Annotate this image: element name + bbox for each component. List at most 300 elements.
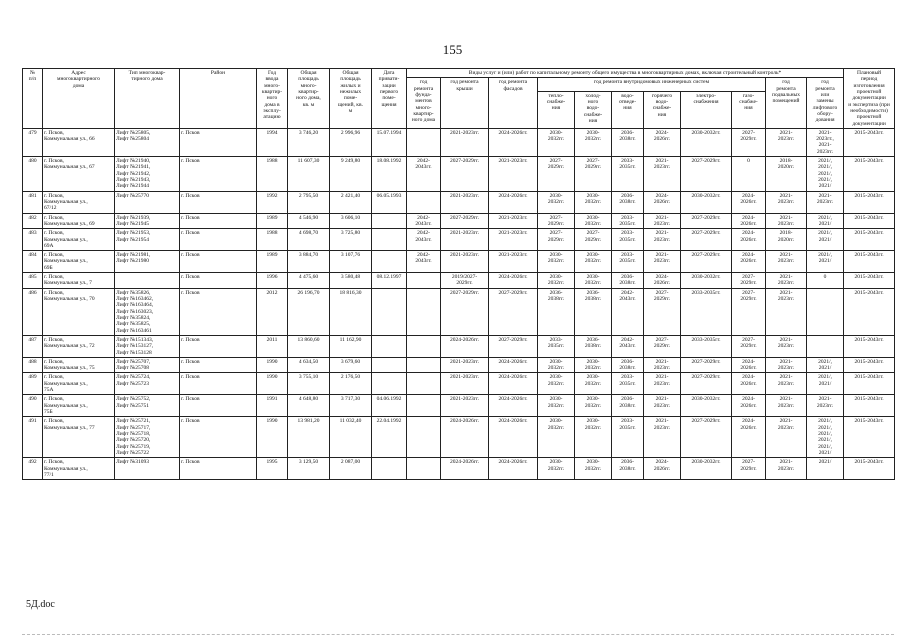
hot-water-cell: 2021- 2023гг. [644,357,681,373]
header-type: Тип многоквар- тирного дома [115,69,180,129]
row-number: 487 [23,335,43,357]
address-cell: г. Псков, Коммунальная ул., 75Б [43,395,115,417]
row-number: 492 [23,458,43,480]
year-built-cell: 1992 [257,191,288,213]
row-number: 491 [23,417,43,458]
district-cell: г. Псков [180,373,257,395]
hot-water-cell: 2021- 2023гг. [644,213,681,229]
year-built-cell: 1988 [257,229,288,251]
hot-water-cell: 2021- 2023гг. [644,157,681,192]
electric-cell: 2030-2032гг. [681,128,732,156]
basement-cell: 2018- 2020гг. [766,229,807,251]
table-row [23,229,895,251]
foundation-cell [407,335,441,357]
facade-cell: 2027-2029гг. [489,335,538,357]
foundation-cell [407,273,441,289]
elevator-cell [807,335,844,357]
roof-cell: 2021-2023гг. [441,251,489,273]
roof-cell: 2027-2029гг. [441,288,489,335]
district-cell: г. Псков [180,458,257,480]
row-number: 480 [23,157,43,192]
page-number: 155 [442,42,463,57]
year-built-cell: 1991 [257,395,288,417]
header-elevator: год ремонта или замены лифтового обору- дования [807,78,844,129]
elevator-cell [807,288,844,335]
privatization-date-cell: 15.07.1994 [372,128,407,156]
roof-cell: 2021-2023гг. [441,373,489,395]
privatization-date-cell [372,251,407,273]
roof-cell: 2024-2026гг. [441,458,489,480]
gas-cell: 2024- 2026гг. [732,251,766,273]
total-area-cell: 13 860,60 [288,335,330,357]
living-area-cell: 3 580,48 [330,273,372,289]
year-built-cell: 1988 [257,157,288,192]
total-area-cell: 4 648,80 [288,395,330,417]
basement-cell: 2021- 2023гг. [766,128,807,156]
gas-cell: 2027- 2029гг. [732,288,766,335]
heat-cell: 2030- 2032гг. [538,191,575,213]
living-area-cell: 9 249,80 [330,157,372,192]
planned-period-cell: 2015-2043гг. [844,229,895,251]
cold-water-cell: 2030- 2032гг. [575,373,612,395]
address-cell: г. Псков, Коммунальная ул., 77 [43,417,115,458]
year-built-cell: 1995 [257,458,288,480]
sewer-cell: 2036- 2038гг. [612,458,644,480]
cold-water-cell: 2027- 2029гг. [575,157,612,192]
table-row [23,213,895,229]
district-cell: г. Псков [180,417,257,458]
district-cell: г. Псков [180,191,257,213]
hot-water-cell: 2021- 2023гг. [644,417,681,458]
privatization-date-cell: 22.04.1992 [372,417,407,458]
sewer-cell: 2033- 2035гг. [612,251,644,273]
basement-cell: 2021- 2023гг. [766,335,807,357]
table-row [23,417,895,458]
year-built-cell: 1989 [257,213,288,229]
planned-period-cell: 2015-2043гг. [844,458,895,480]
elevator-cell: 2021- 2023гг. [807,395,844,417]
header-num: № п/п [23,69,43,129]
district-cell: г. Псков [180,395,257,417]
roof-cell: 2021-2023гг. [441,191,489,213]
address-cell: г. Псков, Коммунальная ул., 77/1 [43,458,115,480]
elevator-list-cell: Лифт №31093 [115,458,180,480]
sewer-cell: 2033- 2035гг. [612,157,644,192]
year-built-cell: 2011 [257,335,288,357]
row-number: 485 [23,273,43,289]
year-built-cell: 1990 [257,417,288,458]
gas-cell: 2024- 2026гг. [732,417,766,458]
sewer-cell: 2036- 2038гг. [612,395,644,417]
gas-cell: 2024- 2026гг. [732,191,766,213]
living-area-cell: 2 087,00 [330,458,372,480]
header-privatization-date: Дата привати- зации первого поме- щения [372,69,407,129]
district-cell: г. Псков [180,251,257,273]
planned-period-cell: 2015-2043гг. [844,251,895,273]
privatization-date-cell [372,357,407,373]
electric-cell: 2033-2035гг. [681,335,732,357]
year-built-cell: 1996 [257,273,288,289]
elevator-cell: 2021/, 2021/, 2021/, 2021/, 2021/ [807,157,844,192]
roof-cell: 2021-2023гг. [441,357,489,373]
roof-cell: 2027-2029гг. [441,213,489,229]
facade-cell: 2021-2023гг. [489,251,538,273]
elevator-list-cell: Лифт №151343, Лифт №153127, Лифт №153128 [115,335,180,357]
footer-filename: 5Д.doc [26,599,55,610]
header-district: Район [180,69,257,129]
cold-water-cell: 2030- 2032гг. [575,458,612,480]
basement-cell: 2021- 2023гг. [766,357,807,373]
district-cell: г. Псков [180,213,257,229]
cold-water-cell: 2030- 2032гг. [575,213,612,229]
total-area-cell: 4 634,50 [288,357,330,373]
foundation-cell [407,288,441,335]
elevator-cell: 2021/, 2021/ [807,373,844,395]
sewer-cell: 2042- 2043гг. [612,288,644,335]
hot-water-cell: 2021- 2023гг. [644,373,681,395]
roof-cell: 2019/2027- 2029гг. [441,273,489,289]
facade-cell: 2024-2026гг. [489,128,538,156]
privatization-date-cell: 04.06.1992 [372,395,407,417]
table-row [23,191,895,213]
table-row [23,458,895,480]
planned-period-cell: 2015-2043гг. [844,157,895,192]
bottom-divider [22,634,894,635]
row-number: 482 [23,213,43,229]
header-systems-group: год ремонта внутридомовых инженерных систем [538,78,766,91]
basement-cell: 2021- 2023гг. [766,395,807,417]
heat-cell: 2030- 2032гг. [538,417,575,458]
planned-period-cell: 2015-2043гг. [844,373,895,395]
sewer-cell: 2033- 2035гг. [612,373,644,395]
cold-water-cell: 2036- 2038гг. [575,288,612,335]
electric-cell: 2030-2032гг. [681,273,732,289]
sewer-cell: 2033- 2035гг. [612,213,644,229]
row-number: 488 [23,357,43,373]
planned-period-cell: 2015-2043гг. [844,191,895,213]
privatization-date-cell: 06.05.1993 [372,191,407,213]
total-area-cell: 26 196,70 [288,288,330,335]
roof-cell: 2021-2023гг. [441,395,489,417]
living-area-cell: 3 679,60 [330,357,372,373]
address-cell: г. Псков, Коммунальная ул., 70 [43,288,115,335]
elevator-list-cell: Лифт №25721, Лифт №25717, Лифт №25718, Лифт №25720, Лифт №25719, Лифт №25722 [115,417,180,458]
total-area-cell: 3 884,70 [288,251,330,273]
gas-cell: 2027- 2029гг. [732,458,766,480]
table-row [23,288,895,335]
elevator-cell: 2021/, 2021/ [807,229,844,251]
heat-cell: 2027- 2029гг. [538,157,575,192]
gas-cell: 2027- 2029гг. [732,128,766,156]
privatization-date-cell: 08.12.1997 [372,273,407,289]
address-cell: г. Псков, Коммунальная ул., 69Б [43,251,115,273]
district-cell: г. Псков [180,273,257,289]
hot-water-cell: 2027- 2029гг. [644,288,681,335]
electric-cell: 2027-2029гг. [681,417,732,458]
district-cell: г. Псков [180,229,257,251]
facade-cell: 2024-2026гг. [489,191,538,213]
address-cell: г. Псков, Коммунальная ул., 75А [43,373,115,395]
facade-cell: 2021-2023гг. [489,229,538,251]
foundation-cell [407,417,441,458]
header-total-area: Общая площадь много- квартир- ного дома, кв. м [288,69,330,129]
address-cell: г. Псков, Коммунальная ул., 69 [43,213,115,229]
elevator-cell: 2021/, 2021/, 2021/, 2021/, 2021/, 2021/ [807,417,844,458]
living-area-cell: 2 176,50 [330,373,372,395]
elevator-cell: 2021/, 2021/ [807,357,844,373]
electric-cell: 2027-2029гг. [681,357,732,373]
elevator-list-cell: Лифт №25770 [115,191,180,213]
living-area-cell: 3 107,76 [330,251,372,273]
electric-cell: 2030-2032гг. [681,191,732,213]
header-cold-water: холод- ного водо- снабже- ния [575,91,612,128]
header-roof: год ремонта крыши [441,78,489,129]
foundation-cell [407,395,441,417]
district-cell: г. Псков [180,157,257,192]
privatization-date-cell [372,229,407,251]
district-cell: г. Псков [180,357,257,373]
heat-cell: 2030- 2032гг. [538,251,575,273]
electric-cell: 2027-2029гг. [681,157,732,192]
planned-period-cell: 2015-2043гг. [844,395,895,417]
elevator-cell: 2021/ [807,458,844,480]
privatization-date-cell [372,213,407,229]
gas-cell: 2027- 2029гг. [732,335,766,357]
table-row [23,128,895,156]
basement-cell: 2021- 2023гг. [766,373,807,395]
header-basement: год ремонта подвальных помещений [766,78,807,129]
total-area-cell: 4 698,70 [288,229,330,251]
cold-water-cell: 2030- 2032гг. [575,191,612,213]
heat-cell: 2030- 2032гг. [538,373,575,395]
electric-cell: 2027-2029гг. [681,373,732,395]
cold-water-cell: 2036- 2038гг. [575,335,612,357]
elevator-list-cell: Лифт №21939, Лифт №21945 [115,213,180,229]
table-body [23,128,895,479]
total-area-cell: 11 607,30 [288,157,330,192]
planned-period-cell: 2015-2043гг. [844,273,895,289]
planned-period-cell: 2015-2043гг. [844,213,895,229]
electric-cell: 2027-2029гг. [681,213,732,229]
foundation-cell [407,373,441,395]
living-area-cell: 18 816,30 [330,288,372,335]
hot-water-cell: 2024- 2026гг. [644,128,681,156]
foundation-cell [407,458,441,480]
header-gas: газо- снабже- ния [732,91,766,128]
address-cell: г. Псков, Коммунальная ул., 69А [43,229,115,251]
privatization-date-cell [372,458,407,480]
row-number: 484 [23,251,43,273]
hot-water-cell: 2021- 2023гг. [644,395,681,417]
address-cell: г. Псков, Коммунальная ул., 72 [43,335,115,357]
hot-water-cell: 2021- 2023гг. [644,251,681,273]
basement-cell: 2018- 2020гг. [766,157,807,192]
total-area-cell: 4 475,60 [288,273,330,289]
district-cell: г. Псков [180,288,257,335]
elevator-list-cell: Лифт №25752, Лифт №25751 [115,395,180,417]
elevator-list-cell: Лифт №35826, Лифт №163462, Лифт №163464, Лифт №163023, Лифт №35824, Лифт №35825, Лифт №163461 [115,288,180,335]
elevator-list-cell: Лифт №25707, Лифт №25708 [115,357,180,373]
sewer-cell: 2033- 2035гг. [612,229,644,251]
foundation-cell: 2042- 2043гг. [407,229,441,251]
heat-cell: 2030- 2032гг. [538,128,575,156]
roof-cell: 2024-2026гг. [441,335,489,357]
header-year-built: Год ввода много- квартир- ного дома в эксплу- атацию [257,69,288,129]
heat-cell: 2030- 2032гг. [538,458,575,480]
year-built-cell: 1990 [257,373,288,395]
heat-cell: 2027- 2029гг. [538,213,575,229]
address-cell: г. Псков, Коммунальная ул., 67/12 [43,191,115,213]
row-number: 483 [23,229,43,251]
cold-water-cell: 2030- 2032гг. [575,357,612,373]
header-works-group: Виды услуг и (или) работ по капитальному ремонту общего имущества в многоквартирных домах, включая строительный контроль* [407,69,844,78]
foundation-cell [407,357,441,373]
sewer-cell: 2042- 2043гг. [612,335,644,357]
living-area-cell: 2 421,40 [330,191,372,213]
total-area-cell: 4 546,90 [288,213,330,229]
header-heat: тепло- снабже- ния [538,91,575,128]
planned-period-cell: 2015-2043гг. [844,128,895,156]
basement-cell: 2021- 2023гг. [766,273,807,289]
roof-cell: 2021-2023гг. [441,128,489,156]
sewer-cell: 2036- 2038гг. [612,357,644,373]
privatization-date-cell: 18.08.1992 [372,157,407,192]
heat-cell: 2033- 2035гг. [538,335,575,357]
roof-cell: 2024-2026гг. [441,417,489,458]
living-area-cell: 3 606,10 [330,213,372,229]
basement-cell: 2021- 2023гг. [766,458,807,480]
living-area-cell: 11 162,90 [330,335,372,357]
row-number: 489 [23,373,43,395]
sewer-cell: 2033- 2035гг. [612,417,644,458]
total-area-cell: 3 746,20 [288,128,330,156]
planned-period-cell: 2015-2043гг. [844,335,895,357]
total-area-cell: 3 755,10 [288,373,330,395]
header-living-area: Общая площадь жилых и нежилых поме- щений, кв. м [330,69,372,129]
basement-cell: 2021- 2023гг. [766,213,807,229]
facade-cell: 2024-2026гг. [489,273,538,289]
capital-repair-table [22,68,895,480]
foundation-cell [407,191,441,213]
basement-cell: 2021- 2023гг. [766,417,807,458]
total-area-cell: 2 795,50 [288,191,330,213]
heat-cell: 2030- 2032гг. [538,357,575,373]
cold-water-cell: 2030- 2032гг. [575,273,612,289]
cold-water-cell: 2030- 2032гг. [575,251,612,273]
table-row [23,357,895,373]
sewer-cell: 2036- 2038гг. [612,191,644,213]
living-area-cell: 11 032,40 [330,417,372,458]
facade-cell: 2024-2026гг. [489,373,538,395]
address-cell: г. Псков, Коммунальная ул., 66 [43,128,115,156]
table-row [23,395,895,417]
elevator-list-cell: Лифт №25805, Лифт №25804 [115,128,180,156]
planned-period-cell: 2015-2043гг. [844,288,895,335]
gas-cell: 0 [732,157,766,192]
facade-cell: 2024-2026гг. [489,357,538,373]
electric-cell: 2027-2029гг. [681,229,732,251]
elevator-list-cell: Лифт №21981, Лифт №21980 [115,251,180,273]
basement-cell: 2021- 2023гг. [766,288,807,335]
table-row [23,373,895,395]
header-sewer: водо- отведе- ния [612,91,644,128]
header-address: Адрес многоквартирного дома [43,69,115,129]
table-row [23,273,895,289]
hot-water-cell: 2027- 2029гг. [644,335,681,357]
header-planned-period: Плановый период изготовления проектной документации и экспертиза (при необходимости) проектной документации [844,69,895,129]
gas-cell: 2024- 2026гг. [732,213,766,229]
address-cell: г. Псков, Коммунальная ул., 67 [43,157,115,192]
gas-cell: 2027- 2029гг. [732,273,766,289]
table-row [23,251,895,273]
electric-cell: 2030-2032гг. [681,395,732,417]
foundation-cell [407,128,441,156]
sewer-cell: 2036- 2038гг. [612,128,644,156]
facade-cell: 2027-2029гг. [489,288,538,335]
facade-cell: 2024-2026гг. [489,395,538,417]
privatization-date-cell [372,288,407,335]
row-number: 490 [23,395,43,417]
year-built-cell: 1994 [257,128,288,156]
living-area-cell: 2 996,96 [330,128,372,156]
planned-period-cell: 2015-2043гг. [844,417,895,458]
heat-cell: 2027- 2029гг. [538,229,575,251]
table-row [23,157,895,192]
foundation-cell: 2042- 2043гг. [407,157,441,192]
row-number: 479 [23,128,43,156]
heat-cell: 2036- 2038гг. [538,288,575,335]
row-number: 486 [23,288,43,335]
roof-cell: 2021-2023гг. [441,229,489,251]
elevator-cell: 2021/, 2021/ [807,213,844,229]
hot-water-cell: 2024- 2026гг. [644,191,681,213]
elevator-list-cell: Лифт №25724, Лифт №25723 [115,373,180,395]
elevator-cell: 2021- 2023гг., 2021- 2023гг. [807,128,844,156]
electric-cell: 2033-2035гг. [681,288,732,335]
planned-period-cell: 2015-2043гг. [844,357,895,373]
privatization-date-cell [372,335,407,357]
basement-cell: 2021- 2023гг. [766,251,807,273]
facade-cell: 2024-2026гг. [489,417,538,458]
living-area-cell: 3 717,30 [330,395,372,417]
cold-water-cell: 2030- 2032гг. [575,417,612,458]
year-built-cell: 1989 [257,251,288,273]
facade-cell: 2024-2026гг. [489,458,538,480]
living-area-cell: 3 725,80 [330,229,372,251]
elevator-list-cell [115,273,180,289]
elevator-cell: 0 [807,273,844,289]
elevator-list-cell: Лифт №21940, Лифт №21941, Лифт №21942, Лифт №21943, Лифт №21944 [115,157,180,192]
row-number: 481 [23,191,43,213]
gas-cell: 2024- 2026гг. [732,373,766,395]
total-area-cell: 13 981,20 [288,417,330,458]
header-hot-water: горячего водо- снабже- ния [644,91,681,128]
basement-cell: 2021- 2023гг. [766,191,807,213]
electric-cell: 2027-2029гг. [681,251,732,273]
privatization-date-cell [372,373,407,395]
elevator-cell: 2021/, 2021/ [807,251,844,273]
gas-cell: 2024- 2026гг. [732,229,766,251]
total-area-cell: 3 129,50 [288,458,330,480]
year-built-cell: 1990 [257,357,288,373]
district-cell: г. Псков [180,128,257,156]
sewer-cell: 2036- 2038гг. [612,273,644,289]
gas-cell: 2024- 2026гг. [732,395,766,417]
foundation-cell: 2042- 2043гг. [407,213,441,229]
elevator-list-cell: Лифт №21953, Лифт №21954 [115,229,180,251]
heat-cell: 2030- 2032гг. [538,395,575,417]
heat-cell: 2030- 2032гг. [538,273,575,289]
